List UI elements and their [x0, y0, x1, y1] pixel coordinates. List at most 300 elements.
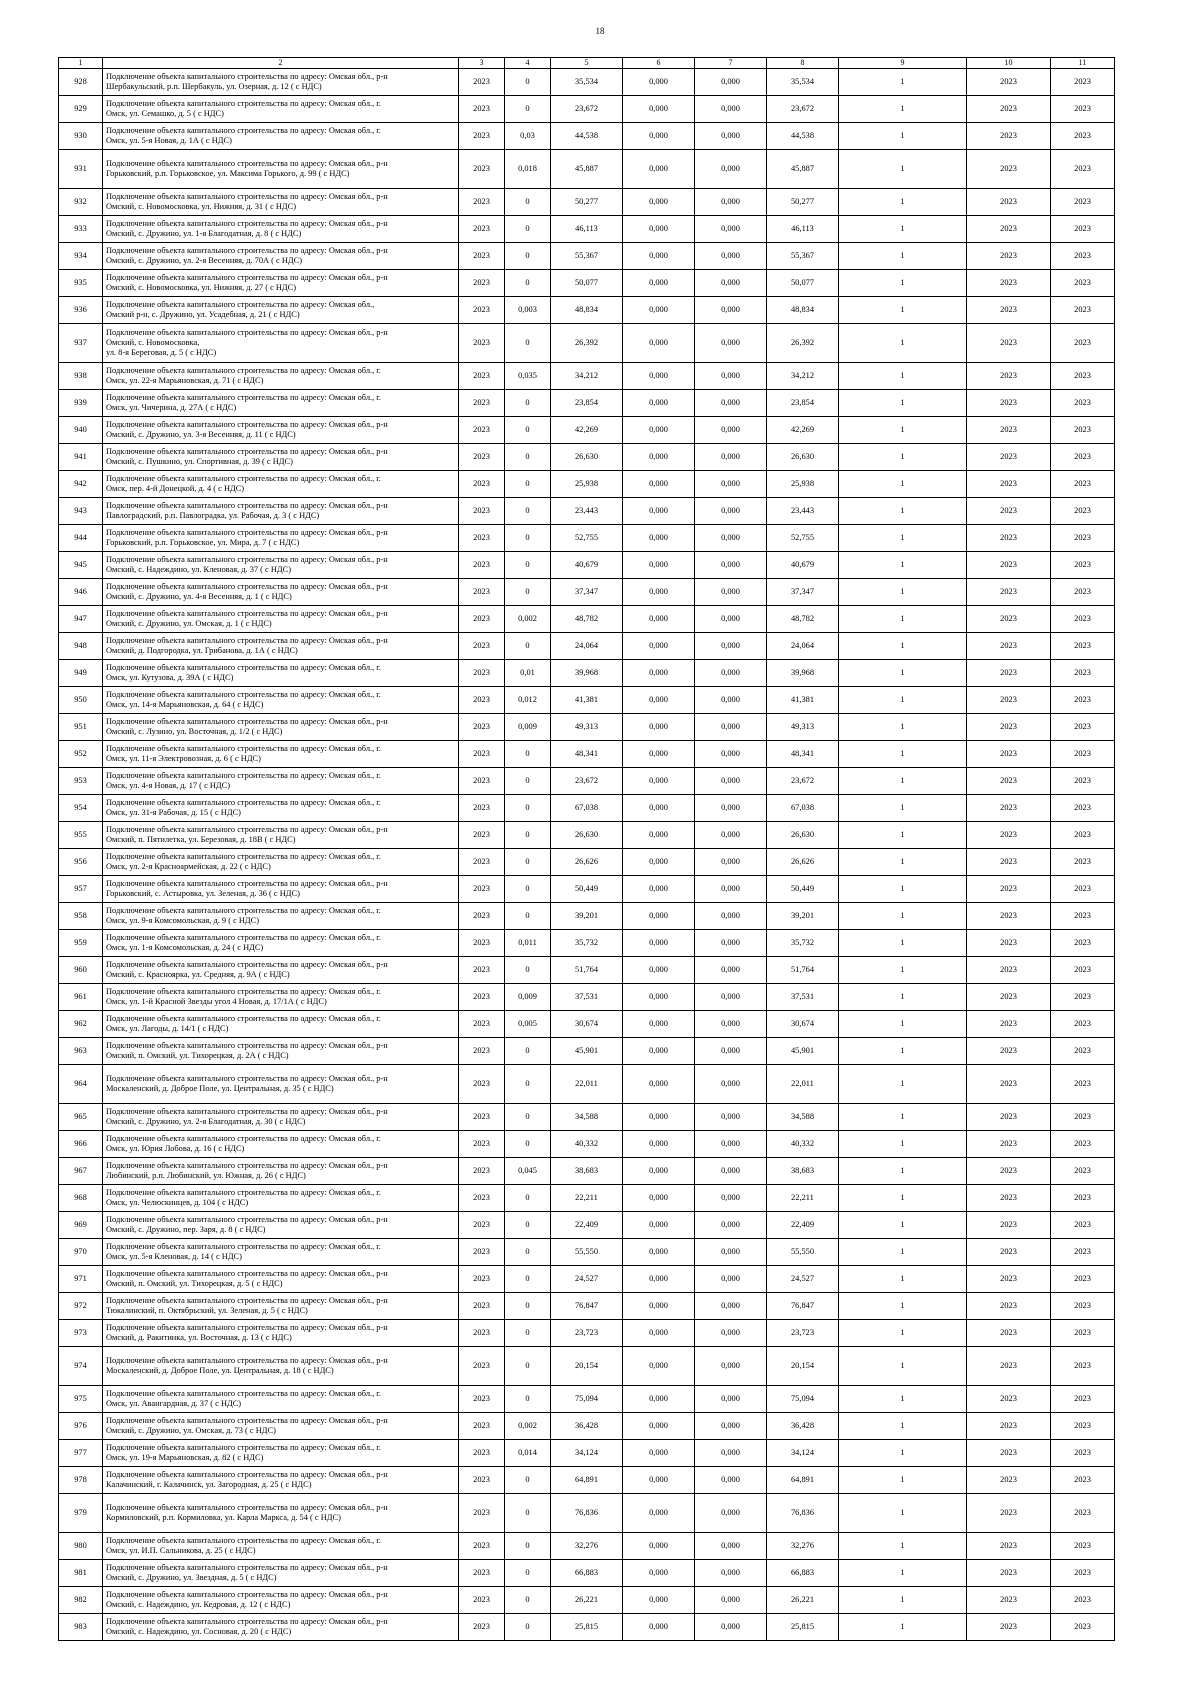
distance-cell: 0 [505, 1185, 551, 1212]
end-year-cell: 2023 [1051, 150, 1115, 189]
total-cell: 25,938 [767, 471, 839, 498]
value-cell: 22,211 [551, 1185, 623, 1212]
table-row [59, 297, 1115, 324]
value-cell: 0,000 [623, 1185, 695, 1212]
description-cell: Подключение объекта капитального строительства по адресу: Омская обл., р-н Омский, с. Пушкино, ул. Спортивная, д. 39 ( с НДС) [103, 444, 459, 471]
description-cell: Подключение объекта капитального строительства по адресу: Омская обл., г. Омск, ул. 1-я Комсомольская, д. 24 ( с НДС) [103, 930, 459, 957]
description-cell: Подключение объекта капитального строительства по адресу: Омская обл., г. Омск, ул. Челюскинцев, д. 104 ( с НДС) [103, 1185, 459, 1212]
table-row [59, 324, 1115, 363]
count-cell: 1 [839, 498, 967, 525]
value-cell: 66,883 [551, 1560, 623, 1587]
total-cell: 36,428 [767, 1413, 839, 1440]
total-cell: 46,113 [767, 216, 839, 243]
end-year-cell: 2023 [1051, 579, 1115, 606]
count-cell: 1 [839, 1386, 967, 1413]
value-cell: 0,000 [695, 1065, 767, 1104]
end-year-cell: 2023 [1051, 189, 1115, 216]
total-cell: 26,392 [767, 324, 839, 363]
year-cell: 2023 [459, 270, 505, 297]
count-cell: 1 [839, 606, 967, 633]
distance-cell: 0 [505, 1587, 551, 1614]
total-cell: 39,968 [767, 660, 839, 687]
start-year-cell: 2023 [967, 1266, 1051, 1293]
distance-cell: 0 [505, 579, 551, 606]
year-cell: 2023 [459, 1440, 505, 1467]
table-row [59, 1614, 1115, 1641]
start-year-cell: 2023 [967, 243, 1051, 270]
distance-cell: 0 [505, 1467, 551, 1494]
table-row [59, 498, 1115, 525]
count-cell: 1 [839, 417, 967, 444]
value-cell: 42,269 [551, 417, 623, 444]
value-cell: 0,000 [623, 1266, 695, 1293]
value-cell: 24,064 [551, 633, 623, 660]
distance-cell: 0 [505, 1293, 551, 1320]
description-cell: Подключение объекта капитального строительства по адресу: Омская обл., р-н Омский, с. Дружино, ул. Звездная, д. 5 ( с НДС) [103, 1560, 459, 1587]
count-cell: 1 [839, 1293, 967, 1320]
year-cell: 2023 [459, 69, 505, 96]
distance-cell: 0 [505, 1347, 551, 1386]
row-number-cell: 948 [59, 633, 103, 660]
value-cell: 0,000 [623, 525, 695, 552]
end-year-cell: 2023 [1051, 1494, 1115, 1533]
end-year-cell: 2023 [1051, 324, 1115, 363]
description-cell: Подключение объекта капитального строительства по адресу: Омская обл., р-н Омский, с. Новомосковка, ул. Нижняя, д. 31 ( с НДС) [103, 189, 459, 216]
value-cell: 50,077 [551, 270, 623, 297]
end-year-cell: 2023 [1051, 930, 1115, 957]
page-number: 18 [595, 26, 605, 36]
count-cell: 1 [839, 930, 967, 957]
value-cell: 41,381 [551, 687, 623, 714]
value-cell: 23,443 [551, 498, 623, 525]
distance-cell: 0 [505, 189, 551, 216]
value-cell: 0,000 [623, 957, 695, 984]
end-year-cell: 2023 [1051, 1239, 1115, 1266]
year-cell: 2023 [459, 1038, 505, 1065]
value-cell: 0,000 [623, 687, 695, 714]
end-year-cell: 2023 [1051, 984, 1115, 1011]
end-year-cell: 2023 [1051, 741, 1115, 768]
count-cell: 1 [839, 1440, 967, 1467]
row-number-cell: 946 [59, 579, 103, 606]
value-cell: 0,000 [695, 768, 767, 795]
value-cell: 0,000 [623, 243, 695, 270]
count-cell: 1 [839, 1494, 967, 1533]
value-cell: 46,113 [551, 216, 623, 243]
value-cell: 48,782 [551, 606, 623, 633]
year-cell: 2023 [459, 243, 505, 270]
value-cell: 0,000 [623, 96, 695, 123]
start-year-cell: 2023 [967, 270, 1051, 297]
year-cell: 2023 [459, 150, 505, 189]
value-cell: 44,538 [551, 123, 623, 150]
description-cell: Подключение объекта капитального строительства по адресу: Омская обл., р-н Любинский, р.п. Любинский, ул. Южная, д. 26 ( с НДС) [103, 1158, 459, 1185]
value-cell: 0,000 [623, 660, 695, 687]
distance-cell: 0,002 [505, 606, 551, 633]
distance-cell: 0 [505, 96, 551, 123]
total-cell: 52,755 [767, 525, 839, 552]
end-year-cell: 2023 [1051, 1467, 1115, 1494]
value-cell: 35,732 [551, 930, 623, 957]
value-cell: 52,755 [551, 525, 623, 552]
value-cell: 0,000 [623, 1440, 695, 1467]
description-cell: Подключение объекта капитального строительства по адресу: Омская обл., г. Омск, ул. 5-я Новая, д. 1А ( с НДС) [103, 123, 459, 150]
year-cell: 2023 [459, 390, 505, 417]
distance-cell: 0 [505, 1266, 551, 1293]
start-year-cell: 2023 [967, 324, 1051, 363]
total-cell: 30,674 [767, 1011, 839, 1038]
table-row [59, 270, 1115, 297]
description-cell: Подключение объекта капитального строительства по адресу: Омская обл., р-н Омский, с. Дружино, ул. Омская, д. 1 ( с НДС) [103, 606, 459, 633]
end-year-cell: 2023 [1051, 390, 1115, 417]
value-cell: 0,000 [623, 1560, 695, 1587]
row-number-cell: 955 [59, 822, 103, 849]
value-cell: 0,000 [623, 471, 695, 498]
start-year-cell: 2023 [967, 606, 1051, 633]
value-cell: 0,000 [695, 1533, 767, 1560]
value-cell: 51,764 [551, 957, 623, 984]
description-cell: Подключение объекта капитального строительства по адресу: Омская обл., р-н Омский, п. Омский, ул. Тихорецкая, д. 2А ( с НДС) [103, 1038, 459, 1065]
row-number-cell: 941 [59, 444, 103, 471]
total-cell: 22,409 [767, 1212, 839, 1239]
row-number-cell: 969 [59, 1212, 103, 1239]
start-year-cell: 2023 [967, 1320, 1051, 1347]
table-row [59, 795, 1115, 822]
value-cell: 0,000 [695, 1347, 767, 1386]
total-cell: 41,381 [767, 687, 839, 714]
count-cell: 1 [839, 687, 967, 714]
start-year-cell: 2023 [967, 1158, 1051, 1185]
table-row [59, 123, 1115, 150]
description-cell: Подключение объекта капитального строительства по адресу: Омская обл., г. Омск, ул. 2-я Красноармейская, д. 22 ( с НДС) [103, 849, 459, 876]
table-row [59, 444, 1115, 471]
total-cell: 23,854 [767, 390, 839, 417]
count-cell: 1 [839, 363, 967, 390]
description-cell: Подключение объекта капитального строительства по адресу: Омская обл., г. Омск, ул. 11-я Электровозная, д. 6 ( с НДС) [103, 741, 459, 768]
table-row [59, 1467, 1115, 1494]
start-year-cell: 2023 [967, 930, 1051, 957]
value-cell: 0,000 [623, 69, 695, 96]
column-header: 7 [695, 58, 767, 69]
value-cell: 50,449 [551, 876, 623, 903]
year-cell: 2023 [459, 417, 505, 444]
value-cell: 0,000 [695, 390, 767, 417]
distance-cell: 0 [505, 1386, 551, 1413]
end-year-cell: 2023 [1051, 1038, 1115, 1065]
value-cell: 0,000 [695, 189, 767, 216]
total-cell: 34,124 [767, 1440, 839, 1467]
total-cell: 75,094 [767, 1386, 839, 1413]
count-cell: 1 [839, 876, 967, 903]
start-year-cell: 2023 [967, 1212, 1051, 1239]
description-cell: Подключение объекта капитального строительства по адресу: Омская обл., р-н Омский, с. Надеждино, ул. Кленовая, д. 37 ( с НДС) [103, 552, 459, 579]
table-row [59, 1131, 1115, 1158]
count-cell: 1 [839, 390, 967, 417]
distance-cell: 0 [505, 1614, 551, 1641]
total-cell: 64,891 [767, 1467, 839, 1494]
start-year-cell: 2023 [967, 297, 1051, 324]
value-cell: 0,000 [695, 417, 767, 444]
value-cell: 26,221 [551, 1587, 623, 1614]
total-cell: 34,588 [767, 1104, 839, 1131]
table-body [59, 69, 1115, 1641]
count-cell: 1 [839, 768, 967, 795]
end-year-cell: 2023 [1051, 123, 1115, 150]
value-cell: 26,630 [551, 822, 623, 849]
value-cell: 0,000 [695, 1293, 767, 1320]
end-year-cell: 2023 [1051, 876, 1115, 903]
year-cell: 2023 [459, 660, 505, 687]
row-number-cell: 980 [59, 1533, 103, 1560]
table-row [59, 606, 1115, 633]
value-cell: 0,000 [695, 1131, 767, 1158]
distance-cell: 0 [505, 1494, 551, 1533]
count-cell: 1 [839, 579, 967, 606]
row-number-cell: 953 [59, 768, 103, 795]
value-cell: 22,409 [551, 1212, 623, 1239]
row-number-cell: 952 [59, 741, 103, 768]
year-cell: 2023 [459, 189, 505, 216]
distance-cell: 0 [505, 795, 551, 822]
table-row [59, 1185, 1115, 1212]
total-cell: 66,883 [767, 1560, 839, 1587]
row-number-cell: 944 [59, 525, 103, 552]
end-year-cell: 2023 [1051, 822, 1115, 849]
end-year-cell: 2023 [1051, 1386, 1115, 1413]
year-cell: 2023 [459, 876, 505, 903]
end-year-cell: 2023 [1051, 1320, 1115, 1347]
column-header: 3 [459, 58, 505, 69]
row-number-cell: 954 [59, 795, 103, 822]
start-year-cell: 2023 [967, 123, 1051, 150]
value-cell: 0,000 [695, 471, 767, 498]
description-cell: Подключение объекта капитального строительства по адресу: Омская обл., р-н Омский, с. Дружино, ул. 3-я Весенняя, д. 11 ( с НДС) [103, 417, 459, 444]
year-cell: 2023 [459, 123, 505, 150]
description-cell: Подключение объекта капитального строительства по адресу: Омская обл., г. Омск, ул. 14-я Марьяновская, д. 64 ( с НДС) [103, 687, 459, 714]
year-cell: 2023 [459, 768, 505, 795]
total-cell: 40,332 [767, 1131, 839, 1158]
row-number-cell: 956 [59, 849, 103, 876]
total-cell: 25,815 [767, 1614, 839, 1641]
value-cell: 55,367 [551, 243, 623, 270]
total-cell: 24,527 [767, 1266, 839, 1293]
row-number-cell: 972 [59, 1293, 103, 1320]
value-cell: 30,674 [551, 1011, 623, 1038]
count-cell: 1 [839, 903, 967, 930]
value-cell: 50,277 [551, 189, 623, 216]
description-cell: Подключение объекта капитального строительства по адресу: Омская обл., г. Омск, ул. 9-я Комсомольская, д. 9 ( с НДС) [103, 903, 459, 930]
value-cell: 0,000 [623, 876, 695, 903]
value-cell: 0,000 [623, 1212, 695, 1239]
table-row [59, 1266, 1115, 1293]
total-cell: 20,154 [767, 1347, 839, 1386]
total-cell: 44,538 [767, 123, 839, 150]
end-year-cell: 2023 [1051, 1560, 1115, 1587]
value-cell: 40,332 [551, 1131, 623, 1158]
distance-cell: 0 [505, 957, 551, 984]
year-cell: 2023 [459, 216, 505, 243]
value-cell: 0,000 [695, 1413, 767, 1440]
table-row [59, 822, 1115, 849]
end-year-cell: 2023 [1051, 1185, 1115, 1212]
year-cell: 2023 [459, 795, 505, 822]
year-cell: 2023 [459, 1011, 505, 1038]
year-cell: 2023 [459, 471, 505, 498]
table-row [59, 1533, 1115, 1560]
year-cell: 2023 [459, 1266, 505, 1293]
value-cell: 0,000 [623, 1065, 695, 1104]
value-cell: 26,626 [551, 849, 623, 876]
end-year-cell: 2023 [1051, 1131, 1115, 1158]
table-row [59, 1158, 1115, 1185]
table-row [59, 363, 1115, 390]
value-cell: 75,094 [551, 1386, 623, 1413]
start-year-cell: 2023 [967, 876, 1051, 903]
value-cell: 0,000 [695, 633, 767, 660]
value-cell: 0,000 [623, 930, 695, 957]
column-header: 2 [103, 58, 459, 69]
value-cell: 0,000 [623, 741, 695, 768]
table-row [59, 150, 1115, 189]
start-year-cell: 2023 [967, 1347, 1051, 1386]
year-cell: 2023 [459, 822, 505, 849]
value-cell: 0,000 [695, 243, 767, 270]
table-row [59, 1560, 1115, 1587]
start-year-cell: 2023 [967, 1011, 1051, 1038]
start-year-cell: 2023 [967, 1614, 1051, 1641]
distance-cell: 0 [505, 525, 551, 552]
table-row [59, 525, 1115, 552]
description-cell: Подключение объекта капитального строительства по адресу: Омская обл., р-н Горьковский, р.п. Горьковское, ул. Мира, д. 7 ( с НДС) [103, 525, 459, 552]
value-cell: 37,531 [551, 984, 623, 1011]
year-cell: 2023 [459, 633, 505, 660]
year-cell: 2023 [459, 444, 505, 471]
count-cell: 1 [839, 849, 967, 876]
value-cell: 0,000 [623, 189, 695, 216]
count-cell: 1 [839, 150, 967, 189]
description-cell: Подключение объекта капитального строительства по адресу: Омская обл., г. Омск, ул. Лагоды, д. 14/1 ( с НДС) [103, 1011, 459, 1038]
description-cell: Подключение объекта капитального строительства по адресу: Омская обл., р-н Омский, с. Новомосковка, ул. 8-я Береговая, д. 5 ( с НДС) [103, 324, 459, 363]
end-year-cell: 2023 [1051, 417, 1115, 444]
table-row [59, 1212, 1115, 1239]
value-cell: 0,000 [695, 741, 767, 768]
row-number-cell: 939 [59, 390, 103, 417]
start-year-cell: 2023 [967, 957, 1051, 984]
distance-cell: 0 [505, 1239, 551, 1266]
end-year-cell: 2023 [1051, 1011, 1115, 1038]
start-year-cell: 2023 [967, 417, 1051, 444]
value-cell: 0,000 [623, 324, 695, 363]
table-row [59, 390, 1115, 417]
value-cell: 0,000 [695, 270, 767, 297]
row-number-cell: 968 [59, 1185, 103, 1212]
year-cell: 2023 [459, 1587, 505, 1614]
value-cell: 48,341 [551, 741, 623, 768]
column-header: 4 [505, 58, 551, 69]
description-cell: Подключение объекта капитального строительства по адресу: Омская обл., р-н Омский, с. Надеждино, ул. Кедровая, д. 12 ( с НДС) [103, 1587, 459, 1614]
year-cell: 2023 [459, 1560, 505, 1587]
distance-cell: 0 [505, 633, 551, 660]
table-row [59, 1065, 1115, 1104]
count-cell: 1 [839, 714, 967, 741]
count-cell: 1 [839, 633, 967, 660]
start-year-cell: 2023 [967, 1038, 1051, 1065]
start-year-cell: 2023 [967, 1494, 1051, 1533]
description-cell: Подключение объекта капитального строительства по адресу: Омская обл., р-н Калачинский, г. Калачинск, ул. Загородная, д. 25 ( с НДС) [103, 1467, 459, 1494]
value-cell: 0,000 [695, 660, 767, 687]
count-cell: 1 [839, 270, 967, 297]
start-year-cell: 2023 [967, 150, 1051, 189]
end-year-cell: 2023 [1051, 768, 1115, 795]
start-year-cell: 2023 [967, 1386, 1051, 1413]
end-year-cell: 2023 [1051, 1533, 1115, 1560]
description-cell: Подключение объекта капитального строительства по адресу: Омская обл., р-н Омский, с. Надеждино, ул. Сосновая, д. 20 ( с НДС) [103, 1614, 459, 1641]
table-row [59, 957, 1115, 984]
description-cell: Подключение объекта капитального строительства по адресу: Омская обл., г. Омск, ул. Чичерина, д. 27А ( с НДС) [103, 390, 459, 417]
value-cell: 0,000 [623, 714, 695, 741]
row-number-cell: 928 [59, 69, 103, 96]
end-year-cell: 2023 [1051, 216, 1115, 243]
total-cell: 40,679 [767, 552, 839, 579]
value-cell: 35,534 [551, 69, 623, 96]
start-year-cell: 2023 [967, 498, 1051, 525]
year-cell: 2023 [459, 1320, 505, 1347]
count-cell: 1 [839, 123, 967, 150]
total-cell: 51,764 [767, 957, 839, 984]
year-cell: 2023 [459, 714, 505, 741]
row-number-cell: 977 [59, 1440, 103, 1467]
value-cell: 23,672 [551, 768, 623, 795]
count-cell: 1 [839, 1212, 967, 1239]
total-cell: 42,269 [767, 417, 839, 444]
value-cell: 0,000 [695, 1104, 767, 1131]
end-year-cell: 2023 [1051, 606, 1115, 633]
value-cell: 76,847 [551, 1293, 623, 1320]
distance-cell: 0 [505, 903, 551, 930]
total-cell: 35,534 [767, 69, 839, 96]
distance-cell: 0 [505, 849, 551, 876]
value-cell: 0,000 [623, 606, 695, 633]
end-year-cell: 2023 [1051, 1440, 1115, 1467]
distance-cell: 0,035 [505, 363, 551, 390]
value-cell: 0,000 [623, 216, 695, 243]
count-cell: 1 [839, 957, 967, 984]
year-cell: 2023 [459, 1386, 505, 1413]
value-cell: 0,000 [623, 1011, 695, 1038]
value-cell: 0,000 [623, 633, 695, 660]
year-cell: 2023 [459, 1467, 505, 1494]
value-cell: 0,000 [623, 123, 695, 150]
table-row [59, 930, 1115, 957]
count-cell: 1 [839, 552, 967, 579]
description-cell: Подключение объекта капитального строительства по адресу: Омская обл., г. Омск, ул. Юрия Лобова, д. 16 ( с НДС) [103, 1131, 459, 1158]
total-cell: 23,443 [767, 498, 839, 525]
value-cell: 0,000 [695, 714, 767, 741]
count-cell: 1 [839, 1038, 967, 1065]
value-cell: 0,000 [623, 984, 695, 1011]
distance-cell: 0 [505, 444, 551, 471]
table-row [59, 69, 1115, 96]
value-cell: 0,000 [695, 123, 767, 150]
value-cell: 0,000 [695, 1038, 767, 1065]
end-year-cell: 2023 [1051, 1065, 1115, 1104]
table-row [59, 96, 1115, 123]
value-cell: 49,313 [551, 714, 623, 741]
start-year-cell: 2023 [967, 795, 1051, 822]
end-year-cell: 2023 [1051, 1293, 1115, 1320]
description-cell: Подключение объекта капитального строительства по адресу: Омская обл., г. Омск, ул. И.П. Сальникова, д. 25 ( с НДС) [103, 1533, 459, 1560]
start-year-cell: 2023 [967, 552, 1051, 579]
